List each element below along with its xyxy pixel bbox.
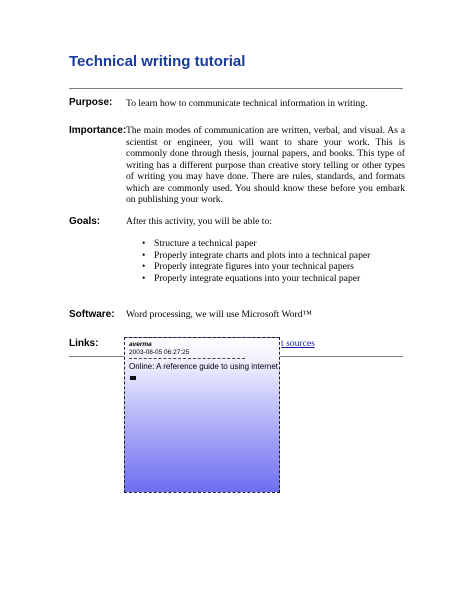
goal-item: • Structure a technical paper: [142, 238, 370, 250]
importance-label: Importance:: [69, 125, 127, 136]
software-text: Word processing, we will use Microsoft Word™: [126, 309, 312, 320]
comment-timestamp: 2003-08-05 06:27:25: [129, 349, 190, 356]
goal-item: • Properly integrate figures into your technical papers: [142, 261, 370, 273]
comment-popup[interactable]: [124, 337, 280, 493]
comment-author: averma: [129, 341, 152, 348]
goals-intro: After this activity, you will be able to:: [126, 216, 272, 227]
software-label: Software:: [69, 309, 115, 320]
top-divider: [69, 88, 403, 89]
importance-text: The main modes of communication are written, verbal, and visual. As a scientist or engineer, you will want to share your work. This is commonly done through thesis, journal papers, and books. This type of writing has a different purpose than creative story telling or other types of writing you may have done. There are rules, standards, and formats which are commonly used. You should know these before you embark on publishing your work.: [126, 125, 405, 205]
goals-list: [142, 238, 370, 284]
cursor-marker-icon: [130, 376, 136, 380]
sources-link[interactable]: t sources: [281, 338, 315, 349]
links-label: Links:: [69, 338, 99, 349]
purpose-label: Purpose:: [69, 97, 113, 108]
goal-item: • Properly integrate charts and plots into a technical paper: [142, 250, 370, 262]
purpose-text: To learn how to communicate technical information in writing.: [126, 98, 368, 109]
goals-label: Goals:: [69, 216, 101, 227]
page-title: Technical writing tutorial: [69, 53, 246, 70]
comment-separator: [129, 358, 245, 359]
comment-text: Online: A reference guide to using internet: [129, 362, 278, 371]
goal-item: • Properly integrate equations into your technical paper: [142, 273, 370, 285]
